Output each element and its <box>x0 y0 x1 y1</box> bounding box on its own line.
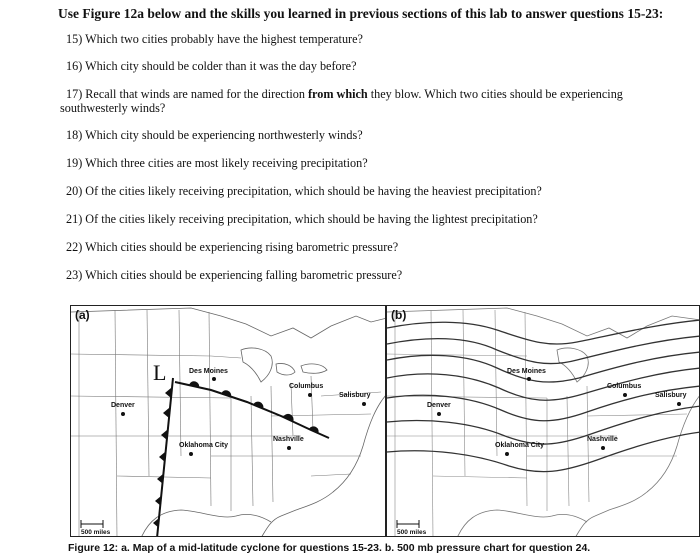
city-dot-columbus <box>308 393 312 397</box>
question-17 <box>66 87 623 101</box>
city-dot-salisbury <box>362 402 366 406</box>
question-17-text-start: 17) Recall that winds are named for the direction <box>66 87 308 101</box>
question-16: 16) Which city should be colder than it was the day before? <box>66 59 357 73</box>
instructions-heading: Use Figure 12a below and the skills you learned in previous sections of this lab to answer questions 15-23: <box>58 6 664 21</box>
panel-a-scale-label: 500 miles <box>81 529 111 536</box>
panel-a-label: (a) <box>75 308 90 322</box>
panel-b-map-drawing <box>387 306 700 537</box>
city-label-nashville: Nashville <box>273 436 304 443</box>
question-15: 15) Which two cities probably have the highest temperature? <box>66 32 363 46</box>
city-dot-denver <box>121 412 125 416</box>
city-label-des-moines: Des Moines <box>189 368 228 375</box>
panel-b-label: (b) <box>391 308 407 322</box>
question-17-text-end: they blow. Which two cities should be experiencing <box>367 87 623 101</box>
city-dot-nashville-b <box>601 446 605 450</box>
city-dot-oklahoma-city <box>189 452 193 456</box>
city-label-columbus-b: Columbus <box>607 383 642 390</box>
city-label-oklahoma-city: Oklahoma City <box>179 442 229 449</box>
panel-a-cyclone-map <box>70 305 386 537</box>
question-19: 19) Which three cities are most likely receiving precipitation? <box>66 156 368 170</box>
panel-a-map-drawing <box>71 306 386 537</box>
city-label-des-moines-b: Des Moines <box>507 368 546 375</box>
question-20: 20) Of the cities likely receiving precipitation, which should be having the heaviest precipitation? <box>66 184 542 198</box>
question-17-emphasis: from which <box>307 87 368 101</box>
city-dot-nashville <box>287 446 291 450</box>
city-dot-columbus-b <box>623 393 627 397</box>
question-23: 23) Which cities should be experiencing falling barometric pressure? <box>66 268 403 282</box>
city-label-denver: Denver <box>111 402 135 409</box>
city-dot-denver-b <box>437 412 441 416</box>
low-pressure-symbol: L <box>153 360 167 385</box>
question-21: 21) Of the cities likely receiving precipitation, which should be having the lightest precipitation? <box>66 212 538 226</box>
figure-12 <box>70 305 700 537</box>
city-dot-des-moines-b <box>527 377 531 381</box>
city-label-denver-b: Denver <box>427 402 451 409</box>
city-dot-des-moines <box>212 377 216 381</box>
city-label-nashville-b: Nashville <box>587 436 618 443</box>
city-label-salisbury-b: Salisbury <box>655 392 687 399</box>
city-label-salisbury: Salisbury <box>339 392 371 399</box>
question-18: 18) Which city should be experiencing northwesterly winds? <box>66 128 363 142</box>
city-label-columbus: Columbus <box>289 383 324 390</box>
panel-b-pressure-chart <box>386 305 700 537</box>
city-label-oklahoma-city-b: Oklahoma City <box>495 442 545 449</box>
city-dot-salisbury-b <box>677 402 681 406</box>
city-dot-oklahoma-city-b <box>505 452 509 456</box>
question-17-line-2: southwesterly winds? <box>60 101 166 115</box>
figure-caption: Figure 12: a. Map of a mid-latitude cyclone for questions 15-23. b. 500 mb pressure chart for question 24. <box>68 542 591 554</box>
panel-b-scale-label: 500 miles <box>397 529 427 536</box>
question-22: 22) Which cities should be experiencing rising barometric pressure? <box>66 240 399 254</box>
